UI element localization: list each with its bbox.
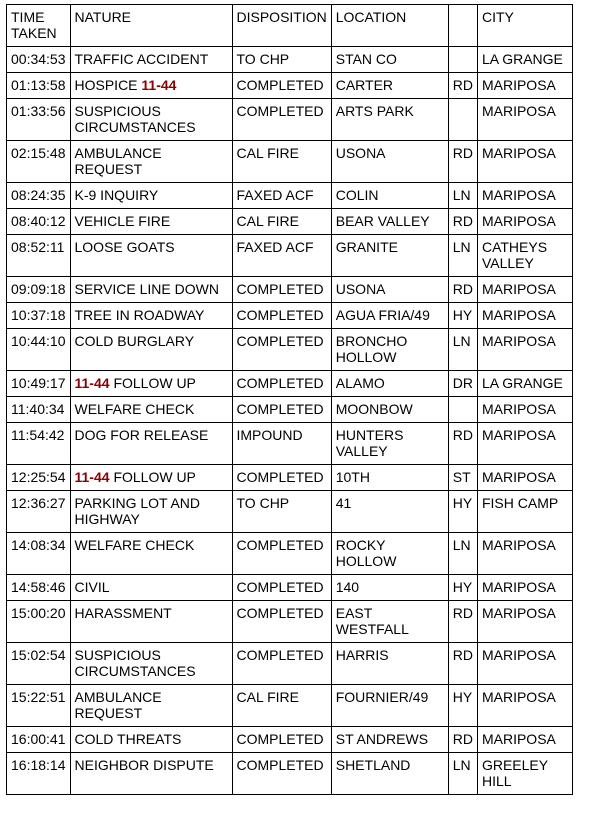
- nature-text: WELFARE CHECK: [74, 401, 195, 417]
- table-row: [7, 235, 573, 277]
- disposition-cell: COMPLETED: [232, 643, 331, 685]
- location-cell: FOURNIER/49: [331, 685, 448, 727]
- street-suffix-cell: LN: [448, 753, 477, 795]
- time-cell: 01:13:58: [7, 73, 71, 99]
- call-log-body: [7, 47, 573, 795]
- table-row: [7, 73, 573, 99]
- nature-cell: [70, 99, 232, 141]
- nature-cell: [70, 73, 232, 99]
- street-suffix-cell: ST: [448, 465, 477, 491]
- table-row: [7, 685, 573, 727]
- header-nature: NATURE: [70, 5, 232, 47]
- city-cell: FISH CAMP: [477, 491, 572, 533]
- city-cell: MARIPOSA: [477, 303, 572, 329]
- city-cell: MARIPOSA: [477, 99, 572, 141]
- disposition-cell: COMPLETED: [232, 727, 331, 753]
- time-cell: 00:34:53: [7, 47, 71, 73]
- disposition-cell: COMPLETED: [232, 371, 331, 397]
- header-suffix: [448, 5, 477, 47]
- table-row: [7, 183, 573, 209]
- street-suffix-cell: LN: [448, 533, 477, 575]
- time-cell: 12:25:54: [7, 465, 71, 491]
- nature-cell: [70, 465, 232, 491]
- table-row: [7, 397, 573, 423]
- nature-cell: [70, 397, 232, 423]
- disposition-cell: COMPLETED: [232, 73, 331, 99]
- location-cell: 41: [331, 491, 448, 533]
- header-city: CITY: [477, 5, 572, 47]
- city-cell: MARIPOSA: [477, 643, 572, 685]
- nature-text: AMBULANCE REQUEST: [74, 689, 162, 721]
- street-suffix-cell: [448, 47, 477, 73]
- time-cell: 02:15:48: [7, 141, 71, 183]
- nature-cell: [70, 183, 232, 209]
- nature-text: CIVIL: [74, 579, 110, 595]
- header-time-taken: TIME TAKEN: [7, 5, 71, 47]
- table-row: [7, 727, 573, 753]
- street-suffix-cell: HY: [448, 303, 477, 329]
- nature-text: DOG FOR RELEASE: [74, 427, 209, 443]
- street-suffix-cell: RD: [448, 141, 477, 183]
- city-cell: MARIPOSA: [477, 141, 572, 183]
- street-suffix-cell: HY: [448, 575, 477, 601]
- disposition-cell: COMPLETED: [232, 533, 331, 575]
- disposition-cell: COMPLETED: [232, 329, 331, 371]
- time-cell: 08:24:35: [7, 183, 71, 209]
- city-cell: MARIPOSA: [477, 465, 572, 491]
- location-cell: SHETLAND: [331, 753, 448, 795]
- street-suffix-cell: RD: [448, 423, 477, 465]
- time-cell: 15:22:51: [7, 685, 71, 727]
- street-suffix-cell: [448, 397, 477, 423]
- time-cell: 01:33:56: [7, 99, 71, 141]
- time-cell: 08:52:11: [7, 235, 71, 277]
- city-cell: MARIPOSA: [477, 277, 572, 303]
- location-cell: 140: [331, 575, 448, 601]
- nature-text: SUSPICIOUS CIRCUMSTANCES: [74, 647, 196, 679]
- nature-text: TRAFFIC ACCIDENT: [74, 51, 209, 67]
- city-cell: MARIPOSA: [477, 73, 572, 99]
- radio-code: 11-44: [141, 77, 177, 93]
- time-cell: 10:44:10: [7, 329, 71, 371]
- street-suffix-cell: DR: [448, 371, 477, 397]
- nature-cell: [70, 533, 232, 575]
- street-suffix-cell: RD: [448, 73, 477, 99]
- disposition-cell: COMPLETED: [232, 601, 331, 643]
- nature-cell: [70, 423, 232, 465]
- location-cell: AGUA FRIA/49: [331, 303, 448, 329]
- disposition-cell: CAL FIRE: [232, 209, 331, 235]
- nature-cell: [70, 47, 232, 73]
- location-cell: ARTS PARK: [331, 99, 448, 141]
- header-disposition: DISPOSITION: [232, 5, 331, 47]
- disposition-cell: COMPLETED: [232, 465, 331, 491]
- disposition-cell: CAL FIRE: [232, 141, 331, 183]
- time-cell: 12:36:27: [7, 491, 71, 533]
- nature-text: VEHICLE FIRE: [74, 213, 171, 229]
- location-cell: COLIN: [331, 183, 448, 209]
- nature-text: FOLLOW UP: [113, 375, 196, 391]
- location-cell: HARRIS: [331, 643, 448, 685]
- disposition-cell: COMPLETED: [232, 575, 331, 601]
- street-suffix-cell: RD: [448, 601, 477, 643]
- time-cell: 11:54:42: [7, 423, 71, 465]
- nature-text: COLD BURGLARY: [74, 333, 195, 349]
- table-row: [7, 99, 573, 141]
- nature-text: SUSPICIOUS CIRCUMSTANCES: [74, 103, 196, 135]
- location-cell: CARTER: [331, 73, 448, 99]
- nature-cell: [70, 491, 232, 533]
- location-cell: HUNTERS VALLEY: [331, 423, 448, 465]
- header-row: [7, 5, 573, 47]
- nature-text: LOOSE GOATS: [74, 239, 175, 255]
- header-location: LOCATION: [331, 5, 448, 47]
- street-suffix-cell: HY: [448, 491, 477, 533]
- location-cell: ROCKY HOLLOW: [331, 533, 448, 575]
- disposition-cell: CAL FIRE: [232, 685, 331, 727]
- nature-text: COLD THREATS: [74, 731, 182, 747]
- city-cell: MARIPOSA: [477, 329, 572, 371]
- nature-cell: [70, 303, 232, 329]
- nature-cell: [70, 753, 232, 795]
- street-suffix-cell: LN: [448, 183, 477, 209]
- nature-text: PARKING LOT AND HIGHWAY: [74, 495, 201, 527]
- street-suffix-cell: LN: [448, 235, 477, 277]
- disposition-cell: TO CHP: [232, 47, 331, 73]
- location-cell: BRONCHO HOLLOW: [331, 329, 448, 371]
- city-cell: GREELEY HILL: [477, 753, 572, 795]
- time-cell: 10:49:17: [7, 371, 71, 397]
- street-suffix-cell: LN: [448, 329, 477, 371]
- nature-cell: [70, 575, 232, 601]
- nature-cell: [70, 727, 232, 753]
- call-log-table: [6, 4, 573, 795]
- street-suffix-cell: [448, 99, 477, 141]
- nature-cell: [70, 329, 232, 371]
- city-cell: MARIPOSA: [477, 685, 572, 727]
- nature-cell: [70, 235, 232, 277]
- location-cell: ALAMO: [331, 371, 448, 397]
- disposition-cell: COMPLETED: [232, 753, 331, 795]
- table-row: [7, 643, 573, 685]
- nature-cell: [70, 371, 232, 397]
- table-row: [7, 465, 573, 491]
- nature-cell: [70, 209, 232, 235]
- street-suffix-cell: RD: [448, 643, 477, 685]
- radio-code: 11-44: [74, 469, 110, 485]
- city-cell: MARIPOSA: [477, 533, 572, 575]
- time-cell: 15:02:54: [7, 643, 71, 685]
- time-cell: 16:00:41: [7, 727, 71, 753]
- nature-cell: [70, 141, 232, 183]
- nature-cell: [70, 643, 232, 685]
- nature-cell: [70, 685, 232, 727]
- disposition-cell: TO CHP: [232, 491, 331, 533]
- time-cell: 10:37:18: [7, 303, 71, 329]
- nature-text: HARASSMENT: [74, 605, 172, 621]
- location-cell: 10TH: [331, 465, 448, 491]
- location-cell: GRANITE: [331, 235, 448, 277]
- time-cell: 08:40:12: [7, 209, 71, 235]
- location-cell: USONA: [331, 141, 448, 183]
- street-suffix-cell: RD: [448, 277, 477, 303]
- table-row: [7, 371, 573, 397]
- table-row: [7, 753, 573, 795]
- city-cell: LA GRANGE: [477, 371, 572, 397]
- city-cell: MARIPOSA: [477, 209, 572, 235]
- table-row: [7, 423, 573, 465]
- time-cell: 14:08:34: [7, 533, 71, 575]
- city-cell: MARIPOSA: [477, 423, 572, 465]
- nature-text: WELFARE CHECK: [74, 537, 195, 553]
- disposition-cell: FAXED ACF: [232, 235, 331, 277]
- table-row: [7, 47, 573, 73]
- table-row: [7, 329, 573, 371]
- street-suffix-cell: RD: [448, 727, 477, 753]
- table-row: [7, 491, 573, 533]
- time-cell: 15:00:20: [7, 601, 71, 643]
- nature-text: NEIGHBOR DISPUTE: [74, 757, 214, 773]
- nature-text: SERVICE LINE DOWN: [74, 281, 219, 297]
- time-cell: 14:58:46: [7, 575, 71, 601]
- disposition-cell: COMPLETED: [232, 99, 331, 141]
- street-suffix-cell: HY: [448, 685, 477, 727]
- nature-text: K-9 INQUIRY: [74, 187, 159, 203]
- time-cell: 11:40:34: [7, 397, 71, 423]
- location-cell: USONA: [331, 277, 448, 303]
- location-cell: STAN CO: [331, 47, 448, 73]
- city-cell: LA GRANGE: [477, 47, 572, 73]
- city-cell: MARIPOSA: [477, 183, 572, 209]
- nature-text: FOLLOW UP: [113, 469, 196, 485]
- street-suffix-cell: RD: [448, 209, 477, 235]
- location-cell: MOONBOW: [331, 397, 448, 423]
- city-cell: MARIPOSA: [477, 575, 572, 601]
- city-cell: MARIPOSA: [477, 601, 572, 643]
- time-cell: 16:18:14: [7, 753, 71, 795]
- nature-cell: [70, 601, 232, 643]
- table-row: [7, 277, 573, 303]
- location-cell: EAST WESTFALL: [331, 601, 448, 643]
- table-row: [7, 601, 573, 643]
- city-cell: MARIPOSA: [477, 397, 572, 423]
- disposition-cell: COMPLETED: [232, 303, 331, 329]
- city-cell: MARIPOSA: [477, 727, 572, 753]
- table-row: [7, 575, 573, 601]
- disposition-cell: COMPLETED: [232, 277, 331, 303]
- time-cell: 09:09:18: [7, 277, 71, 303]
- radio-code: 11-44: [74, 375, 110, 391]
- nature-text: HOSPICE: [74, 77, 138, 93]
- disposition-cell: FAXED ACF: [232, 183, 331, 209]
- nature-text: AMBULANCE REQUEST: [74, 145, 162, 177]
- nature-text: TREE IN ROADWAY: [74, 307, 205, 323]
- table-row: [7, 141, 573, 183]
- disposition-cell: IMPOUND: [232, 423, 331, 465]
- location-cell: BEAR VALLEY: [331, 209, 448, 235]
- disposition-cell: COMPLETED: [232, 397, 331, 423]
- table-row: [7, 209, 573, 235]
- location-cell: ST ANDREWS: [331, 727, 448, 753]
- nature-cell: [70, 277, 232, 303]
- table-row: [7, 533, 573, 575]
- city-cell: CATHEYS VALLEY: [477, 235, 572, 277]
- table-row: [7, 303, 573, 329]
